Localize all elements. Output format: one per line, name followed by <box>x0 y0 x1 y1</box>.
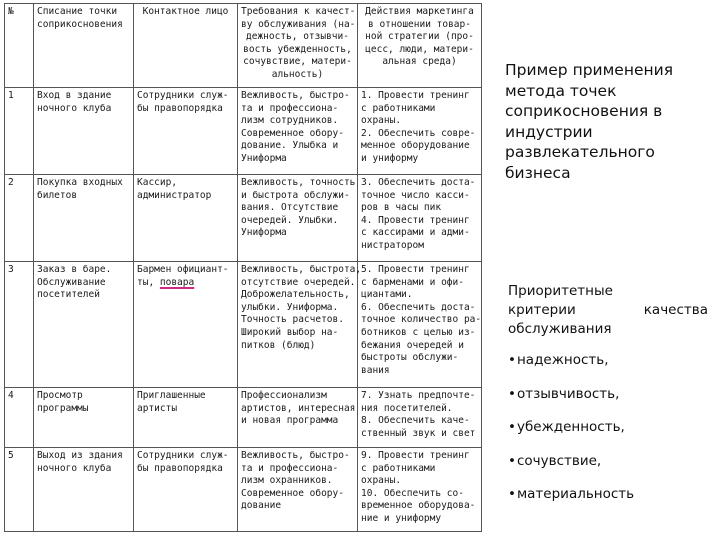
cell-line: Контактное лицо <box>142 6 229 17</box>
cell-line: та и профессиона- <box>241 102 339 114</box>
criteria-heading-word: обслуживания <box>508 321 612 337</box>
cell-line: 8. Обеспечить каче- <box>361 415 470 427</box>
criteria-item: • материальность <box>508 486 708 520</box>
table-row <box>5 262 482 388</box>
cell-line: ственный звук и свет <box>361 427 476 439</box>
cell-line: артистов, интересная <box>241 402 356 414</box>
cell-line: точное количество ра- <box>361 314 482 326</box>
header-contact-person <box>134 4 238 88</box>
cell-contact-person <box>134 448 238 532</box>
criteria-heading-line <box>508 301 708 320</box>
cell-line: дежность, отзывчи- <box>246 31 349 43</box>
cell-actions <box>358 262 482 388</box>
cell-line: дование <box>241 500 282 512</box>
cell-actions <box>358 175 482 262</box>
slide-title-line: бизнеса <box>505 163 571 182</box>
criteria-heading-word: критерии <box>508 302 576 318</box>
cell-line: отсутствие очередей. <box>241 276 356 288</box>
cell-line: Униформа <box>241 227 287 239</box>
cell-line: питков (блюд) <box>241 339 316 351</box>
cell-line: ния посетителей. <box>361 402 453 414</box>
cell-requirements <box>238 262 362 388</box>
cell-line: Широкий выбор на- <box>241 326 339 338</box>
cell-line: Вежливость, быстро- <box>241 90 350 101</box>
cell-line: Вежливость, точность <box>241 177 356 188</box>
cell-line: Требования к качест- <box>241 6 356 17</box>
cell-line: ботников с целью из- <box>361 326 476 338</box>
cell-line: ров в часы пик <box>361 202 442 214</box>
cell-line: дование. Улыбка и <box>241 140 339 152</box>
header-service-requirements <box>238 4 358 88</box>
cell-line: Списание точки <box>37 6 118 17</box>
cell-line: 10. Обеспечить со- <box>361 487 464 499</box>
cell-requirements <box>238 175 358 262</box>
cell-line: альность) <box>271 68 324 80</box>
row-number: 1 <box>5 88 34 175</box>
cell-line: администратор <box>137 189 212 201</box>
cell-line: циантами. <box>361 289 413 301</box>
criteria-item: • сочувствие, <box>508 453 708 487</box>
cell-line: ты, повара <box>137 276 195 288</box>
cell-line: Сотрудники служ- <box>137 90 229 101</box>
cell-line: Униформа <box>241 152 287 164</box>
cell-line: Вход в здание <box>37 90 112 101</box>
cell-touchpoint <box>34 88 134 175</box>
cell-line: Заказ в баре. <box>37 264 112 275</box>
slide-title-line: развлекательного <box>505 143 655 161</box>
cell-line: с работниками <box>361 462 436 474</box>
cell-touchpoint <box>34 175 134 262</box>
cell-line: цесс, люди, матери- <box>365 43 474 55</box>
cell-line: альная среда) <box>382 56 457 68</box>
cell-line: бежания очередей и <box>361 339 464 351</box>
cell-line: и новая программа <box>241 415 339 427</box>
cell-line: с работниками <box>361 102 436 114</box>
cell-line: Приглашенные <box>137 390 206 401</box>
header-touchpoint <box>34 4 134 88</box>
cell-line: Точность расчетов. <box>241 314 344 326</box>
cell-line: 7. Узнать предпочте- <box>361 390 476 401</box>
cell-requirements <box>238 448 358 532</box>
slide-title-line: соприкосновения в <box>505 102 663 120</box>
cell-line: ной стратегии (про- <box>365 31 474 43</box>
cell-line: ночного клуба <box>37 462 112 474</box>
cell-touchpoint <box>34 262 134 388</box>
cell-line: Доброжелательность, <box>241 289 350 301</box>
cell-line: 6. Обеспечить доста- <box>361 301 476 313</box>
cell-line: 2. Обеспечить совре- <box>361 127 476 139</box>
criteria-list <box>508 352 708 520</box>
cell-line: Обслуживание <box>37 276 106 288</box>
table-row <box>5 88 482 175</box>
cell-line: очередей. Улыбки. <box>241 214 339 226</box>
cell-line: 5. Провести тренинг <box>361 264 470 275</box>
cell-line: ву обслуживания (на- <box>241 18 356 30</box>
cell-line: и быстрота обслужи- <box>241 189 350 201</box>
table-header-row <box>5 4 482 88</box>
cell-line: билетов <box>37 189 78 201</box>
cell-line: в отношении товар- <box>368 18 471 30</box>
touchpoint-table <box>4 3 482 532</box>
cell-contact-person <box>134 388 238 448</box>
criteria-heading <box>508 282 708 339</box>
cell-line: охраны. <box>361 475 402 487</box>
cell-line: менное оборудование <box>361 140 470 152</box>
cell-contact-person <box>134 88 238 175</box>
row-number: 2 <box>5 175 34 262</box>
cell-line: Просмотр <box>37 390 83 401</box>
cell-line: лизм сотрудников. <box>241 115 339 127</box>
cell-actions <box>358 388 482 448</box>
cell-line: Современное обору- <box>241 487 344 499</box>
cell-contact-person <box>134 262 238 388</box>
cell-line: 9. Провести тренинг <box>361 450 470 461</box>
cell-line: программы <box>37 402 89 414</box>
cell-line: 4. Провести тренинг <box>361 214 470 226</box>
cell-line: улыбки. Униформа. <box>241 301 339 313</box>
cell-line: с барменами и офи- <box>361 276 464 288</box>
cell-requirements <box>238 388 358 448</box>
cell-line: ние и униформу <box>361 512 442 524</box>
cell-line: Вежливость, быстрота, <box>241 264 362 275</box>
cell-line: Покупка входных <box>37 177 123 188</box>
table-row <box>5 448 482 532</box>
cell-line: Современное обору- <box>241 127 344 139</box>
cell-line: 3. Обеспечить доста- <box>361 177 476 188</box>
header-number: № <box>5 4 34 88</box>
header-marketing-actions <box>358 4 482 88</box>
cell-line: бы правопорядка <box>137 102 223 114</box>
cell-actions <box>358 88 482 175</box>
criteria-item: • убежденность, <box>508 419 708 453</box>
cell-touchpoint <box>34 448 134 532</box>
cell-line: Выход из здания <box>37 450 123 461</box>
table-row <box>5 388 482 448</box>
criteria-heading-word: Приоритетные <box>508 283 613 299</box>
slide-title <box>505 60 710 183</box>
cell-line: Бармен официант- <box>137 264 229 275</box>
cell-line: та и профессиона- <box>241 462 339 474</box>
slide-title-line: индустрии <box>505 122 593 141</box>
cell-line: посетителей <box>37 289 100 301</box>
cell-line: Кассир, <box>137 177 178 188</box>
slide-title-line: метода точек <box>505 81 617 100</box>
cell-line: нистратором <box>361 239 424 251</box>
cell-line: охраны. <box>361 115 402 127</box>
cell-line: временное оборудова- <box>361 500 476 512</box>
cell-line: Вежливость, быстро- <box>241 450 350 461</box>
cell-line: Профессионализм <box>241 390 327 401</box>
cell-line: 1. Провести тренинг <box>361 90 470 101</box>
criteria-item: • надежность, <box>508 352 708 386</box>
cell-line: соприкосновения <box>37 18 123 30</box>
cell-line: бы правопорядка <box>137 462 223 474</box>
criteria-heading-word: качества <box>643 302 708 318</box>
cell-line: ночного клуба <box>37 102 112 114</box>
criteria-item: • отзывчивость, <box>508 386 708 420</box>
row-number: 4 <box>5 388 34 448</box>
cell-contact-person <box>134 175 238 262</box>
touchpoint-table-container <box>4 3 481 532</box>
cell-line: с кассирами и адми- <box>361 227 470 239</box>
cell-line: вания <box>361 364 390 376</box>
cell-touchpoint <box>34 388 134 448</box>
cell-line: Действия маркетинга <box>365 6 474 17</box>
cell-line: артисты <box>137 402 178 414</box>
cell-line: Сотрудники служ- <box>137 450 229 461</box>
cell-requirements <box>238 88 358 175</box>
cell-line: точное число касси- <box>361 189 470 201</box>
row-number: 3 <box>5 262 34 388</box>
table-row <box>5 175 482 262</box>
cell-line: вость убежденность, <box>243 43 352 55</box>
underlined-word: повара <box>159 276 195 288</box>
cell-actions <box>358 448 482 532</box>
slide-title-line: Пример применения <box>505 61 674 79</box>
cell-line: и униформу <box>361 152 419 164</box>
cell-line: сочувствие, матери- <box>243 56 352 68</box>
cell-line: лизм охранников. <box>241 475 333 487</box>
cell-line: быстроты обслужи- <box>361 352 459 364</box>
cell-line: вания. Отсутствие <box>241 202 339 214</box>
row-number: 5 <box>5 448 34 532</box>
